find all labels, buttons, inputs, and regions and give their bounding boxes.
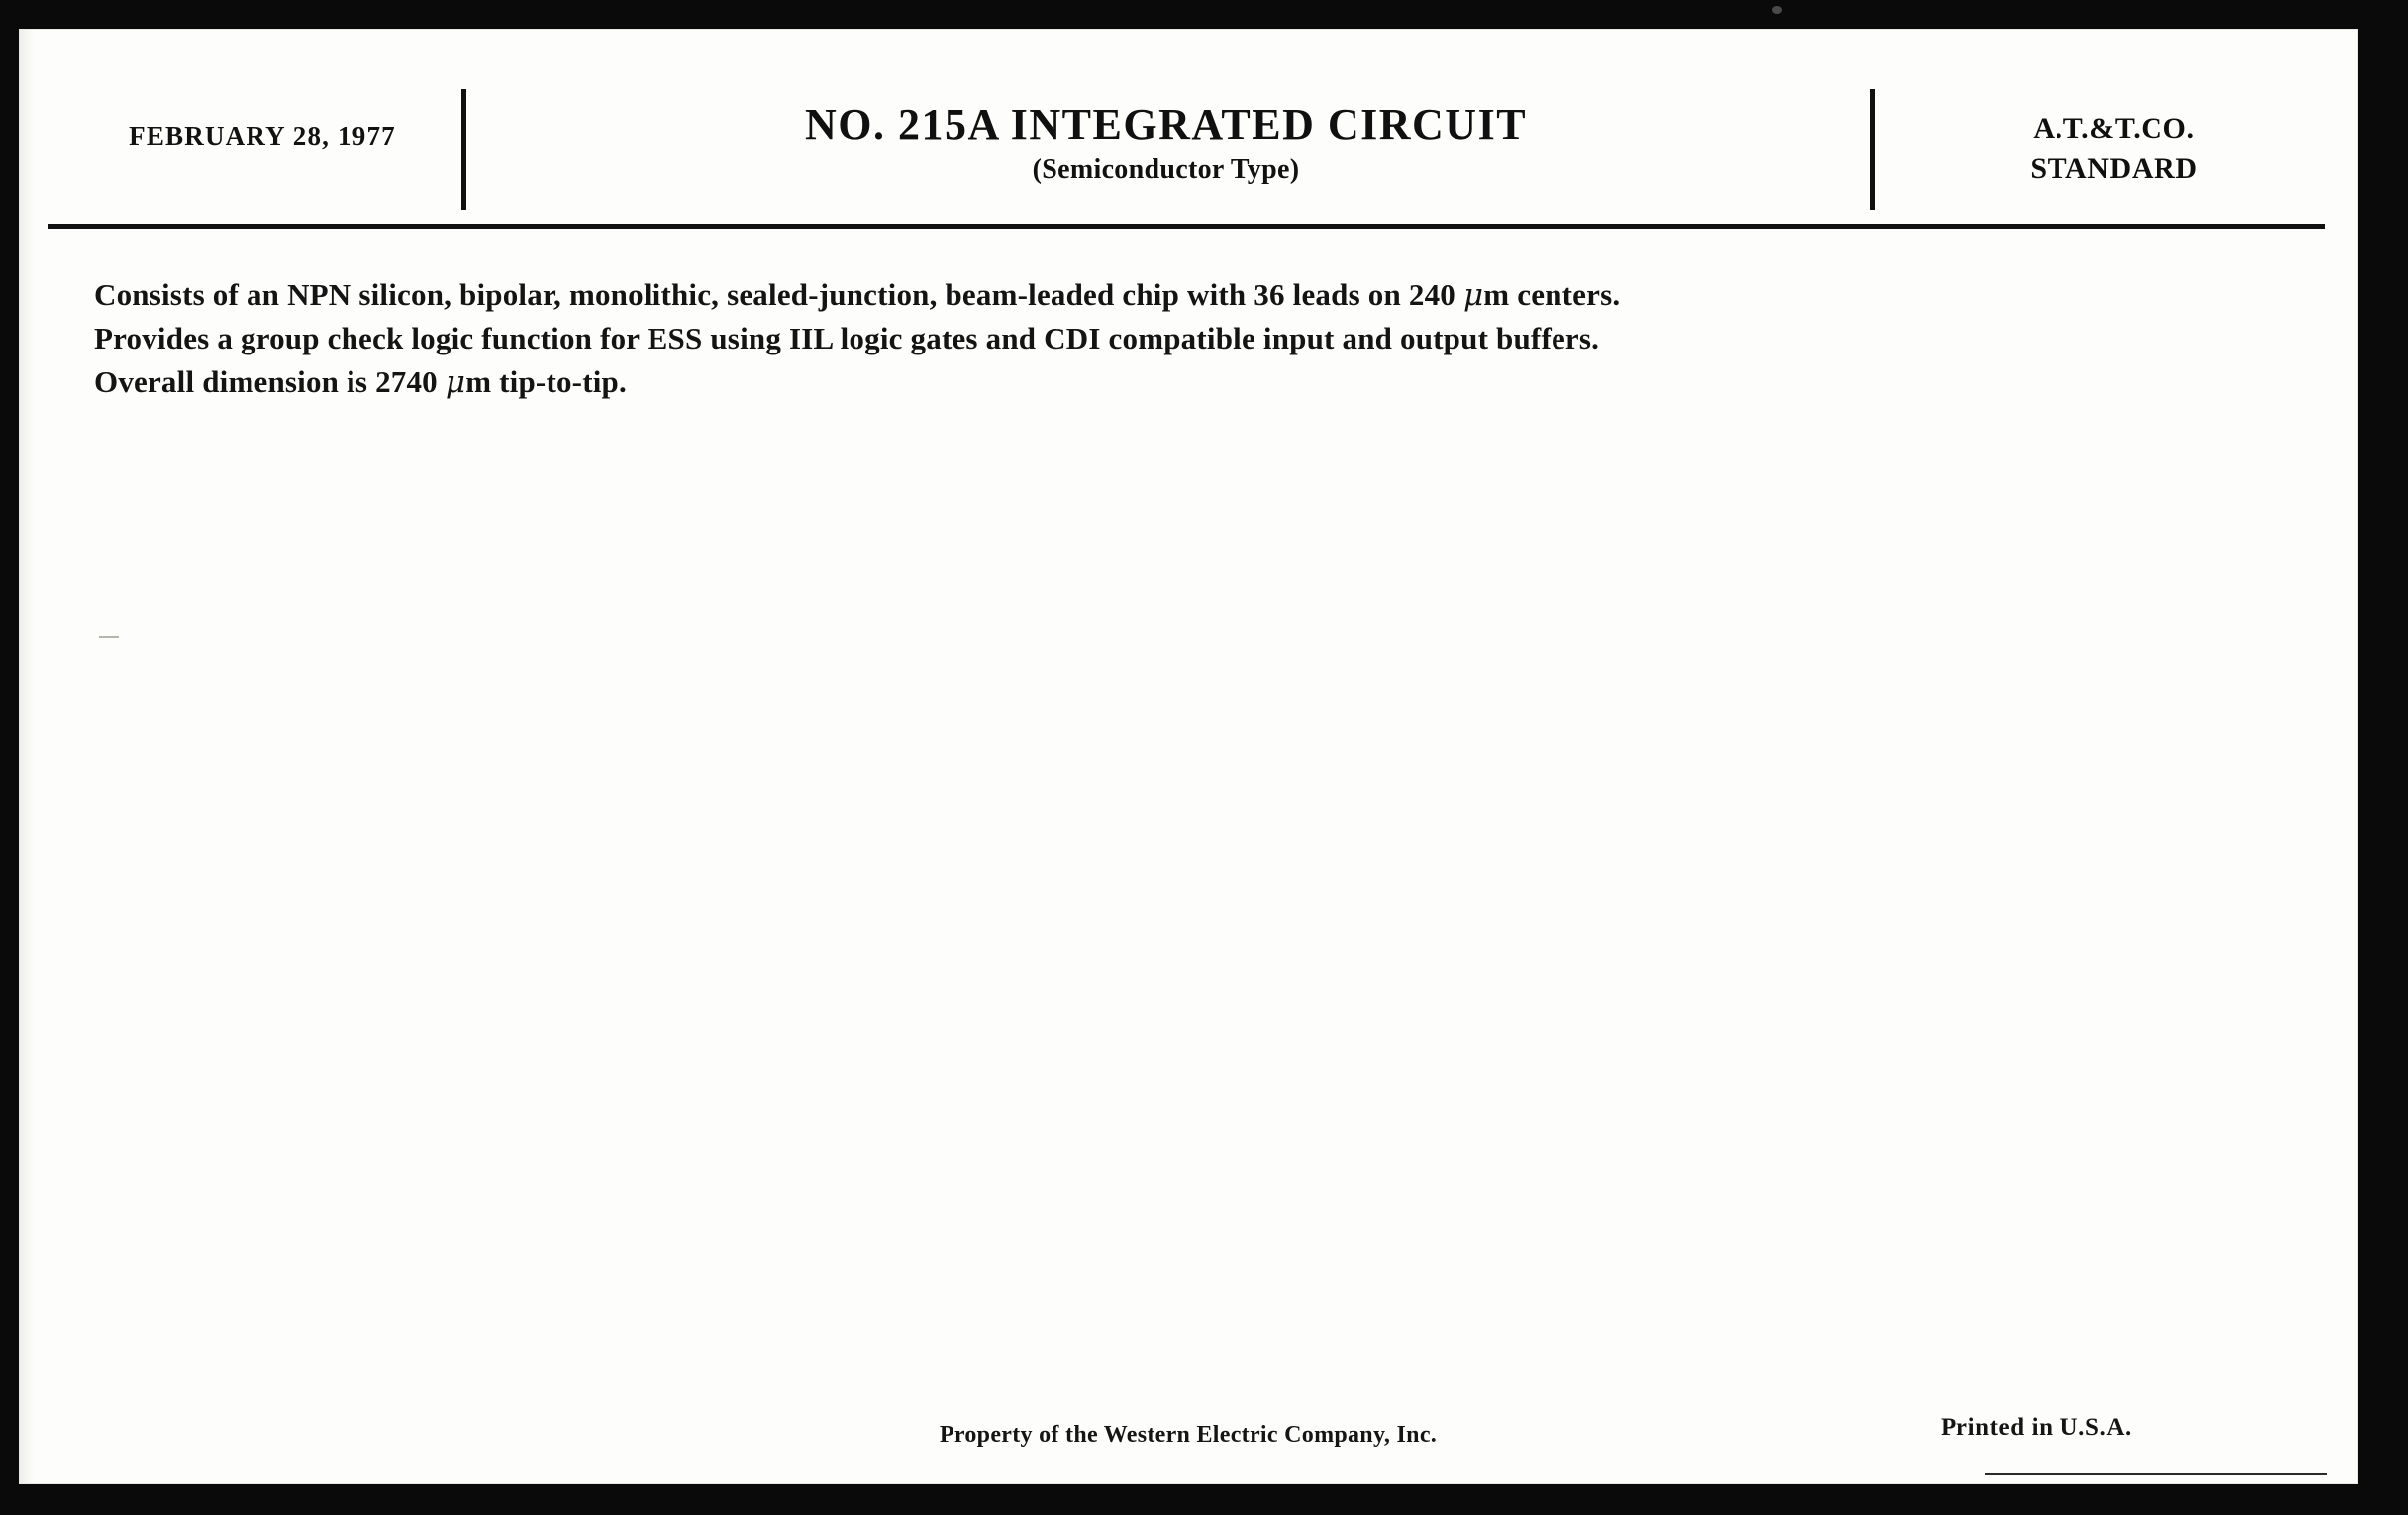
company-standard-mark xyxy=(1881,109,2347,189)
scan-artifact-notch xyxy=(1772,6,1782,14)
document-header xyxy=(20,59,2357,188)
header-divider-right xyxy=(1870,89,1875,210)
header-title-block xyxy=(465,99,1866,186)
micro-symbol: μ xyxy=(1462,277,1484,313)
body-line-1-part-a: Consists of an NPN silicon, bipolar, monolithic, sealed-junction, beam-leaded chip with 36 leads on 240 xyxy=(94,277,1463,312)
scan-artifact-dash xyxy=(99,636,119,638)
body-line-3-part-a: Overall dimension is 2740 xyxy=(94,364,446,400)
header-date: FEBRUARY 28, 1977 xyxy=(129,121,396,151)
body-line-3-part-b: m tip-to-tip. xyxy=(465,364,627,400)
footer-rule xyxy=(1985,1473,2327,1475)
footer-printed-in: Printed in U.S.A. xyxy=(1941,1414,2132,1441)
document-page xyxy=(20,30,2357,1483)
document-body xyxy=(94,273,2272,404)
page-subtitle: (Semiconductor Type) xyxy=(1032,153,1300,185)
footer-property-notice: Property of the Western Electric Company, Inc. xyxy=(939,1422,1438,1448)
micro-symbol: μ xyxy=(445,364,466,401)
standard-label: STANDARD xyxy=(2030,152,2198,185)
page-left-edge-shading xyxy=(20,30,34,1483)
body-line-1 xyxy=(94,273,2272,317)
company-name: A.T.&T.CO. xyxy=(2033,112,2195,145)
body-line-2: Provides a group check logic function for ESS using IIL logic gates and CDI compatible input and output buffers. xyxy=(94,321,1600,356)
body-line-3 xyxy=(94,360,2272,404)
body-line-1-part-b: m centers. xyxy=(1483,277,1621,312)
header-rule xyxy=(48,224,2325,229)
page-title: NO. 215A INTEGRATED CIRCUIT xyxy=(804,100,1528,149)
